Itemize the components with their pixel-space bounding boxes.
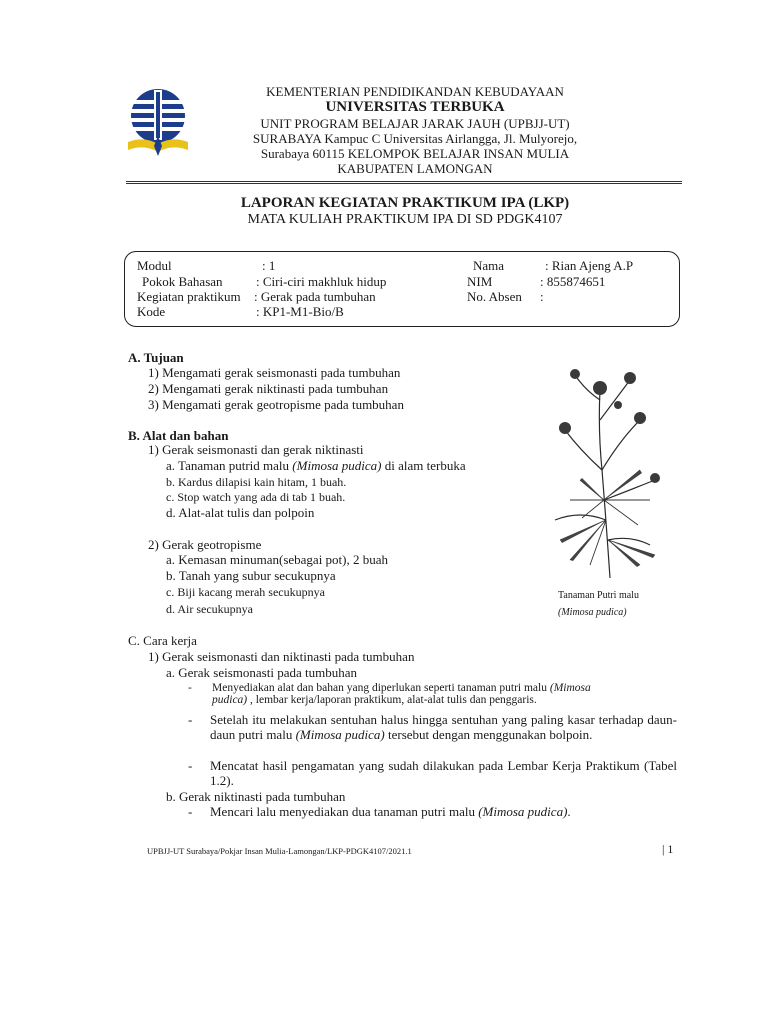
alat-item: c. Stop watch yang ada di tab 1 buah. — [166, 490, 346, 504]
absen-label: No. Absen — [467, 289, 522, 304]
step-text: Menyediakan alat dan bahan yang diperlukan seperti tanaman putri malu (Mimosa pudica) , lembar kerja/laporan praktikum, alat-alat tulis dan penggaris. — [212, 682, 591, 706]
alat-item: d. Alat-alat tulis dan polpoin — [166, 505, 315, 520]
address-line-2: Surabaya 60115 KELOMPOK BELAJAR INSAN MULIA — [260, 146, 570, 161]
tujuan-item: 2) Mengamati gerak niktinasti pada tumbuhan — [148, 381, 389, 396]
ministry-name: KEMENTERIAN PENDIDIKANDAN KEBUDAYAAN — [266, 84, 564, 99]
modul-value: : 1 — [262, 258, 276, 273]
nim-value: : 855874651 — [540, 274, 606, 289]
alat-item: a. Tanaman putrid malu (Mimosa pudica) di alam terbuka — [166, 458, 466, 473]
figure-caption-latin: (Mimosa pudica) — [558, 607, 627, 618]
alat-group-2-title: 2) Gerak geotropisme — [148, 537, 262, 552]
page-number: | 1 — [662, 842, 674, 856]
ut-logo — [124, 86, 192, 158]
step-text: Mencatat hasil pengamatan yang sudah dilakukan pada Lembar Kerja Praktikum (Tabel 1.2). — [210, 758, 677, 788]
step-dash: - — [188, 712, 193, 727]
step-text: Setelah itu melakukan sentuhan halus hingga sentuhan yang paling kasar terhadap daun-daun putri malu (Mimosa pudica) tersebut dengan menggunakan bolpoin. — [210, 712, 677, 742]
step-dash: - — [188, 804, 193, 819]
cara-part-1-title: 1) Gerak seismonasti dan niktinasti pada tumbuhan — [148, 649, 415, 664]
footer-reference: UPBJJ-UT Surabaya/Pokjar Insan Mulia-Lamongan/LKP-PDGK4107/2021.1 — [147, 846, 412, 856]
tujuan-item: 1) Mengamati gerak seismonasti pada tumbuhan — [148, 365, 401, 380]
alat-item: a. Kemasan minuman(sebagai pot), 2 buah — [166, 552, 389, 567]
alat-item: c. Biji kacang merah secukupnya — [166, 585, 325, 599]
alat-item: b. Kardus dilapisi kain hitam, 1 buah. — [166, 475, 347, 489]
alat-heading: B. Alat dan bahan — [128, 428, 229, 443]
alat-item: b. Tanah yang subur secukupnya — [166, 568, 336, 583]
nama-value: : Rian Ajeng A.P — [545, 258, 634, 273]
cara-sub-b-title: b. Gerak niktinasti pada tumbuhan — [166, 789, 346, 804]
nama-label: Nama — [473, 258, 505, 273]
absen-value: : — [540, 289, 544, 304]
step-text: Mencari lalu menyediakan dua tanaman putri malu (Mimosa pudica). — [210, 804, 571, 819]
step-dash: - — [188, 758, 193, 773]
tujuan-item: 3) Mengamati gerak geotropisme pada tumbuhan — [148, 397, 404, 412]
alat-group-1-title: 1) Gerak seismonasti dan gerak niktinasti — [148, 442, 364, 457]
university-name: UNIVERSITAS TERBUKA — [325, 99, 505, 115]
regency-name: KABUPATEN LAMONGAN — [337, 161, 493, 176]
alat-item: d. Air secukupnya — [166, 602, 253, 616]
cara-sub-a-title: a. Gerak seismonasti pada tumbuhan — [166, 665, 357, 680]
address-line-1: SURABAYA Kampuc C Universitas Airlangga, Jl. Mulyorejo, — [252, 131, 578, 146]
nim-label: NIM — [467, 274, 493, 289]
pokok-bahasan-value: : Ciri-ciri makhluk hidup — [256, 274, 387, 289]
pokok-bahasan-label: Pokok Bahasan — [142, 274, 223, 289]
kegiatan-label: Kegiatan praktikum — [137, 289, 241, 304]
step-dash: - — [188, 682, 192, 694]
modul-label: Modul — [137, 258, 172, 273]
kode-label: Kode — [137, 304, 166, 319]
kode-value: : KP1-M1-Bio/B — [256, 304, 344, 319]
course-subtitle: MATA KULIAH PRAKTIKUM IPA DI SD PDGK4107 — [247, 212, 563, 227]
figure-caption: Tanaman Putri malu — [558, 590, 639, 601]
cara-heading: C. Cara kerja — [128, 633, 197, 648]
unit-name: UNIT PROGRAM BELAJAR JARAK JAUH (UPBJJ-UT) — [260, 116, 570, 131]
tujuan-heading: A. Tujuan — [128, 350, 184, 365]
header-divider — [126, 181, 682, 184]
mimosa-plant-illustration — [540, 360, 675, 580]
kegiatan-value: : Gerak pada tumbuhan — [254, 289, 376, 304]
report-title: LAPORAN KEGIATAN PRAKTIKUM IPA (LKP) — [240, 195, 570, 211]
